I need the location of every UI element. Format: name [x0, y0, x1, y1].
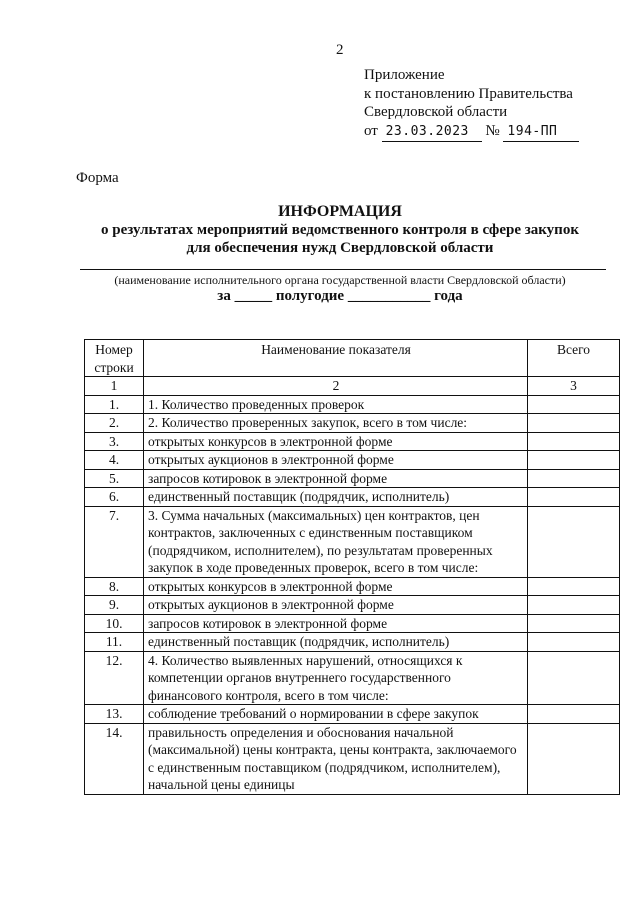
indicator-name-cell: открытых аукционов в электронной форме: [144, 596, 528, 615]
table-header-row: [85, 340, 620, 377]
header-total: Всего: [528, 340, 620, 377]
total-value-cell[interactable]: [528, 614, 620, 633]
total-value-cell[interactable]: [528, 469, 620, 488]
table-row: [85, 488, 620, 507]
indicator-name-cell: 3. Сумма начальных (максимальных) цен контрактов, цен контрактов, заключенных с единственным поставщиком (подрядчиком, исполнителем), по результатам проверенных закупок в ходе проведенных проверок, всего в том числе:: [144, 506, 528, 577]
table-row: [85, 723, 620, 794]
indicator-name-cell: открытых конкурсов в электронной форме: [144, 577, 528, 596]
header-row-number: Номер строки: [85, 340, 144, 377]
organization-caption: (наименование исполнительного органа государственной власти Свердловской области): [114, 273, 566, 287]
row-number-cell: 8.: [85, 577, 144, 596]
appendix-line: к постановлению Правительства: [364, 85, 573, 102]
document-subtitle: для обеспечения нужд Свердловской области: [186, 240, 494, 256]
form-label: Форма: [76, 170, 119, 186]
indicator-name-cell: открытых аукционов в электронной форме: [144, 451, 528, 470]
appendix-line: Приложение: [364, 67, 445, 83]
column-number: 3: [528, 377, 620, 396]
row-number-cell: 1.: [85, 395, 144, 414]
column-number: 1: [85, 377, 144, 396]
table-row: [85, 577, 620, 596]
row-number-cell: 12.: [85, 651, 144, 705]
total-value-cell[interactable]: [528, 432, 620, 451]
table-row: [85, 395, 620, 414]
table-row: [85, 432, 620, 451]
row-number-cell: 9.: [85, 596, 144, 615]
total-value-cell[interactable]: [528, 488, 620, 507]
total-value-cell[interactable]: [528, 723, 620, 794]
page-number: 2: [336, 42, 344, 58]
column-number: 2: [144, 377, 528, 396]
date-value: 23.03.2023: [382, 123, 482, 143]
row-number-cell: 2.: [85, 414, 144, 433]
number-value: 194-ПП: [503, 123, 579, 143]
table-row: [85, 596, 620, 615]
indicator-name-cell: 4. Количество выявленных нарушений, относящихся к компетенции органов внутреннего государственного финансового контроля, всего в том числе:: [144, 651, 528, 705]
row-number-cell: 7.: [85, 506, 144, 577]
row-number-cell: 11.: [85, 633, 144, 652]
total-value-cell[interactable]: [528, 633, 620, 652]
document-subtitle: о результатах мероприятий ведомственного контроля в сфере закупок: [101, 222, 579, 238]
total-value-cell[interactable]: [528, 596, 620, 615]
appendix-block: [364, 66, 579, 142]
column-numbers-row: [85, 377, 620, 396]
table-row: [85, 651, 620, 705]
indicator-name-cell: правильность определения и обоснования начальной (максимальной) цены контракта, цены контракта, заключаемого с единственным поставщиком (подрядчиком, исполнителем), начальной цены единицы: [144, 723, 528, 794]
indicator-name-cell: 2. Количество проверенных закупок, всего в том числе:: [144, 414, 528, 433]
total-value-cell[interactable]: [528, 577, 620, 596]
indicator-name-cell: единственный поставщик (подрядчик, исполнитель): [144, 488, 528, 507]
total-value-cell[interactable]: [528, 414, 620, 433]
total-value-cell[interactable]: [528, 506, 620, 577]
total-value-cell[interactable]: [528, 395, 620, 414]
period-line: за _____ полугодие ___________ года: [217, 288, 463, 304]
table-row: [85, 451, 620, 470]
row-number-cell: 3.: [85, 432, 144, 451]
header-indicator-name: Наименование показателя: [144, 340, 528, 377]
row-number-cell: 5.: [85, 469, 144, 488]
table-row: [85, 469, 620, 488]
date-prefix: от: [364, 122, 378, 139]
document-title: ИНФОРМАЦИЯ: [278, 203, 402, 220]
row-number-cell: 13.: [85, 705, 144, 724]
indicator-name-cell: запросов котировок в электронной форме: [144, 614, 528, 633]
table-row: [85, 506, 620, 577]
table-row: [85, 614, 620, 633]
row-number-cell: 6.: [85, 488, 144, 507]
indicator-name-cell: единственный поставщик (подрядчик, исполнитель): [144, 633, 528, 652]
appendix-line: Свердловской области: [364, 104, 508, 120]
organization-name-line: [80, 269, 606, 270]
indicator-name-cell: соблюдение требований о нормировании в сфере закупок: [144, 705, 528, 724]
number-prefix: №: [485, 122, 500, 139]
appendix-date-line: [364, 122, 579, 143]
indicator-name-cell: открытых конкурсов в электронной форме: [144, 432, 528, 451]
total-value-cell[interactable]: [528, 451, 620, 470]
row-number-cell: 14.: [85, 723, 144, 794]
row-number-cell: 10.: [85, 614, 144, 633]
indicators-table: [84, 339, 620, 795]
table-row: [85, 705, 620, 724]
total-value-cell[interactable]: [528, 705, 620, 724]
indicator-name-cell: запросов котировок в электронной форме: [144, 469, 528, 488]
table-row: [85, 633, 620, 652]
total-value-cell[interactable]: [528, 651, 620, 705]
table-row: [85, 414, 620, 433]
indicator-name-cell: 1. Количество проведенных проверок: [144, 395, 528, 414]
row-number-cell: 4.: [85, 451, 144, 470]
